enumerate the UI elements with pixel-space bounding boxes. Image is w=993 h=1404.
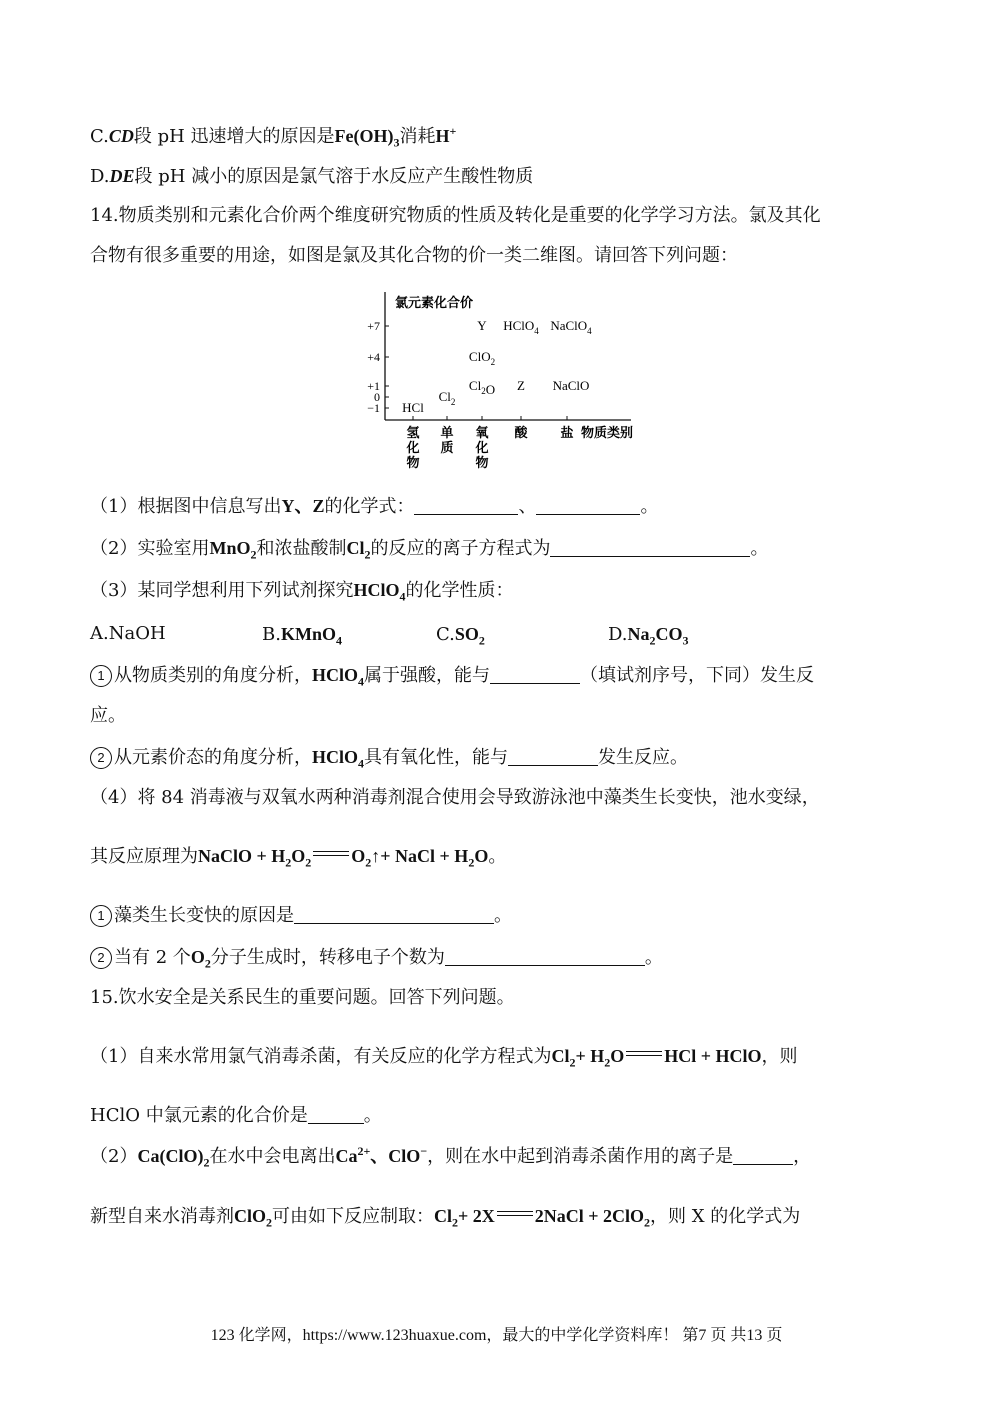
circled-number: 1 <box>90 665 112 687</box>
text: 。 <box>494 905 512 926</box>
formula-text: O <box>351 846 366 866</box>
text: 。 <box>363 1105 382 1126</box>
text: 的化学性质： <box>405 580 514 601</box>
equals-sign <box>311 849 351 859</box>
formula-text: MnO <box>209 538 251 558</box>
subscript: 2 <box>365 855 372 870</box>
formula-text: Cl <box>551 1046 570 1066</box>
formula-text: HClO <box>312 665 359 685</box>
formula-text: + H <box>575 1046 605 1066</box>
equals-sign <box>495 1209 535 1219</box>
q14-part4-sub1 <box>90 904 512 928</box>
subscript: 2 <box>266 1215 273 1230</box>
subscript: 2 <box>452 1215 459 1230</box>
circled-number: 2 <box>90 947 112 969</box>
q14-part4-sub2 <box>90 945 663 970</box>
formula <box>334 126 400 150</box>
segment-label: CD <box>108 126 134 146</box>
diagram-item-label: NaClO$_4$ <box>550 318 592 336</box>
text: ，则 <box>761 1046 798 1067</box>
chemical-equation <box>198 846 489 870</box>
formula-text: H <box>435 126 450 146</box>
text: 具有氧化性，能与 <box>364 747 509 768</box>
text: 其反应原理为 <box>90 846 198 867</box>
q14-part3 <box>90 578 513 603</box>
superscript: 2+ <box>357 1144 371 1158</box>
formula-text: O <box>190 947 205 967</box>
subscript: 2 <box>604 1055 611 1070</box>
text: 、 <box>518 496 537 517</box>
formula-text: CO <box>655 624 683 644</box>
answer-blank-ionic-equation[interactable] <box>550 538 750 557</box>
formula-text: + 2X <box>458 1206 495 1226</box>
subscript: 2 <box>250 547 257 562</box>
text: 属于强酸，能与 <box>364 665 491 686</box>
subscript: 2 <box>364 547 371 562</box>
answer-blank-y[interactable] <box>414 496 518 515</box>
x-category-label: 酸 <box>514 425 528 440</box>
reagent-option-b <box>262 622 342 647</box>
formula <box>454 624 485 648</box>
text: （1）根据图中信息写出 <box>90 496 282 517</box>
reagent-option-a: A.NaOH <box>90 623 166 644</box>
x-category-label: 氢化物 <box>406 425 420 470</box>
formula-text: O <box>474 846 489 866</box>
formula <box>353 580 406 604</box>
text: 。 <box>644 947 663 968</box>
q14-part4-equation <box>90 844 506 869</box>
answer-blank-valence[interactable] <box>308 1105 364 1124</box>
text: 分子生成时，转移电子个数为 <box>210 947 445 968</box>
x-axis-title: 物质类别 <box>581 425 634 440</box>
subscript: 2 <box>204 956 211 971</box>
reagent-option-d <box>608 622 689 647</box>
formula: Y、Z <box>281 496 325 516</box>
formula-text: NaClO + H <box>198 846 286 866</box>
answer-blank-algae-reason[interactable] <box>294 905 494 924</box>
option-letter: C. <box>90 126 109 147</box>
formula-text: 2NaCl + 2ClO <box>534 1206 645 1226</box>
q14-stem-line2: 合物有很多重要的用途，如图是氯及其化合物的价一类二维图。请回答下列问题： <box>90 245 738 266</box>
q15-stem: 15.饮水安全是关系民生的重要问题。回答下列问题。 <box>90 987 515 1008</box>
formula <box>190 947 211 971</box>
subscript: 3 <box>682 633 689 648</box>
text: 可由如下反应制取： <box>272 1206 435 1227</box>
formula <box>312 665 365 689</box>
x-category-label: 单质 <box>440 425 454 455</box>
superscript: + <box>449 124 457 138</box>
text: 消耗 <box>399 126 436 147</box>
superscript: − <box>420 1144 428 1158</box>
equals-sign <box>624 1049 664 1059</box>
text: 。 <box>488 846 507 867</box>
text: 当有 2 个 <box>114 947 191 968</box>
q14-part3-sub2 <box>90 745 688 770</box>
chemical-equation <box>551 1046 762 1070</box>
formula <box>627 624 689 648</box>
formula <box>209 538 257 562</box>
text: （1）自来水常用氯气消毒杀菌，有关反应的化学方程式为 <box>90 1046 552 1067</box>
subscript: 2 <box>203 1155 210 1170</box>
formula-text: SO <box>454 624 479 644</box>
answer-blank-disinfect-ion[interactable] <box>733 1146 793 1165</box>
circled-number: 2 <box>90 747 112 769</box>
formula-text: Na <box>627 624 650 644</box>
q14-part1 <box>90 494 658 519</box>
text: 。 <box>750 538 769 559</box>
subscript: 2 <box>478 633 485 648</box>
q14-part4: （4）将 84 消毒液与双氧水两种消毒剂混合使用会导致游泳池中藻类生长变快，池水变绿， <box>90 787 820 808</box>
circled-number: 1 <box>90 905 112 927</box>
diagram-item-label: $Cl_2$ <box>438 389 456 407</box>
text: 段 pH 迅速增大的原因是 <box>133 126 335 147</box>
text: 的化学式： <box>324 496 415 517</box>
subscript: 2 <box>285 855 292 870</box>
answer-blank-z[interactable] <box>536 496 640 515</box>
formula <box>280 624 342 648</box>
formula-text: ClO <box>234 1206 267 1226</box>
formula-text: HClO <box>353 580 400 600</box>
diagram-item-label: HClO$_4$ <box>503 318 539 336</box>
formula-text: Fe(OH) <box>334 126 394 146</box>
text: 段 pH 减小的原因是氯气溶于水反应产生酸性物质 <box>134 166 534 187</box>
reagent-option-c <box>436 622 485 647</box>
subscript: 2 <box>468 855 475 870</box>
segment-label: DE <box>109 166 135 186</box>
answer-blank-electron-count[interactable] <box>445 947 645 966</box>
answer-blank-acid-reagent[interactable] <box>490 665 580 684</box>
text: 发生反应。 <box>598 747 689 768</box>
formula-text: O <box>610 1046 625 1066</box>
subscript: 2 <box>305 855 312 870</box>
formula <box>335 1146 427 1166</box>
text: 。 <box>640 496 659 517</box>
y-tick-label: 0 <box>374 390 380 404</box>
option-letter: C. <box>436 624 455 645</box>
page-footer: 123 化学网，https://www.123huaxue.com，最大的中学化学资料库！ 第7 页 共13 页 <box>210 1327 783 1344</box>
text: （2） <box>90 1146 138 1167</box>
subscript: 3 <box>393 135 400 150</box>
text: 新型自来水消毒剂 <box>90 1206 234 1227</box>
text: （3）某同学想利用下列试剂探究 <box>90 580 354 601</box>
formula-text: Ca(ClO) <box>137 1146 204 1166</box>
formula <box>436 126 457 146</box>
x-category-label: 盐 <box>560 425 574 440</box>
formula-text: HCl + HClO <box>664 1046 762 1066</box>
q14-part3-sub1 <box>90 663 814 688</box>
y-tick-label: −1 <box>367 401 380 415</box>
x-category-label: 氧化物 <box>475 425 489 470</box>
q15-part2-cont <box>90 1204 800 1229</box>
diagram-item-label: Y <box>477 318 487 333</box>
subscript: 2 <box>649 633 656 648</box>
y-axis-title: 氯元素化合价 <box>395 295 474 310</box>
text: 藻类生长变快的原因是 <box>114 905 294 926</box>
text: 从物质类别的角度分析， <box>114 665 312 686</box>
text: （2）实验室用 <box>90 538 210 559</box>
text: 的反应的离子方程式为 <box>370 538 551 559</box>
text: （填试剂序号，下同）发生反 <box>580 665 815 686</box>
formula-text: Cl <box>434 1206 453 1226</box>
diagram-item-label: NaClO <box>552 378 590 393</box>
q14-part2 <box>90 536 768 561</box>
formula-text: KMnO <box>280 624 336 644</box>
text: HClO 中氯元素的化合价是 <box>90 1105 308 1126</box>
diagram-item-label: $Cl_2O$ <box>468 378 496 397</box>
diagram-item-label: HCl <box>402 400 424 415</box>
text: ，则 X 的化学式为 <box>650 1206 801 1227</box>
y-tick-label: +4 <box>367 350 380 364</box>
formula <box>234 1206 273 1230</box>
formula-text: Ca <box>335 1146 358 1166</box>
subscript: 2 <box>644 1215 651 1230</box>
formula-text: 、ClO <box>370 1146 421 1166</box>
option-letter: D. <box>608 624 628 645</box>
diagram-item-label: Z <box>517 378 525 393</box>
text: 和浓盐酸制 <box>256 538 347 559</box>
y-tick-label: +1 <box>367 379 380 393</box>
subscript: 4 <box>358 756 365 771</box>
formula-text: HClO <box>312 747 359 767</box>
subscript: 2 <box>569 1055 576 1070</box>
formula <box>346 538 371 562</box>
chemical-equation <box>434 1206 651 1230</box>
subscript: 4 <box>399 589 406 604</box>
formula-text: + NaCl + H <box>380 846 469 866</box>
text: ， <box>793 1146 812 1167</box>
q14-part3-sub1-cont: 应。 <box>90 705 126 726</box>
text: 从元素价态的角度分析， <box>114 747 312 768</box>
text: ，则在水中起到消毒杀菌作用的离子是 <box>427 1146 734 1167</box>
option-d-line <box>90 164 533 189</box>
valence-class-diagram <box>358 290 648 475</box>
formula-text: O <box>291 846 306 866</box>
y-tick-label: +7 <box>367 319 380 333</box>
option-c-line <box>90 124 456 149</box>
answer-blank-oxidant-reagent[interactable] <box>508 747 598 766</box>
formula <box>137 1146 210 1170</box>
gas-arrow: ↑ <box>371 846 381 866</box>
q15-part1-cont <box>90 1104 382 1128</box>
q14-stem-line1: 14.物质类别和元素化合价两个维度研究物质的性质及转化是重要的化学学习方法。氯及其化 <box>90 205 821 226</box>
q15-part1 <box>90 1044 798 1069</box>
option-letter: D. <box>90 166 110 187</box>
subscript: 4 <box>358 674 365 689</box>
text: 在水中会电离出 <box>209 1146 336 1167</box>
q15-part2 <box>90 1144 811 1169</box>
option-letter: B. <box>262 624 281 645</box>
diagram-item-label: ClO$_2$ <box>468 349 496 367</box>
formula-text: Cl <box>346 538 365 558</box>
subscript: 4 <box>335 633 342 648</box>
formula <box>312 747 365 771</box>
